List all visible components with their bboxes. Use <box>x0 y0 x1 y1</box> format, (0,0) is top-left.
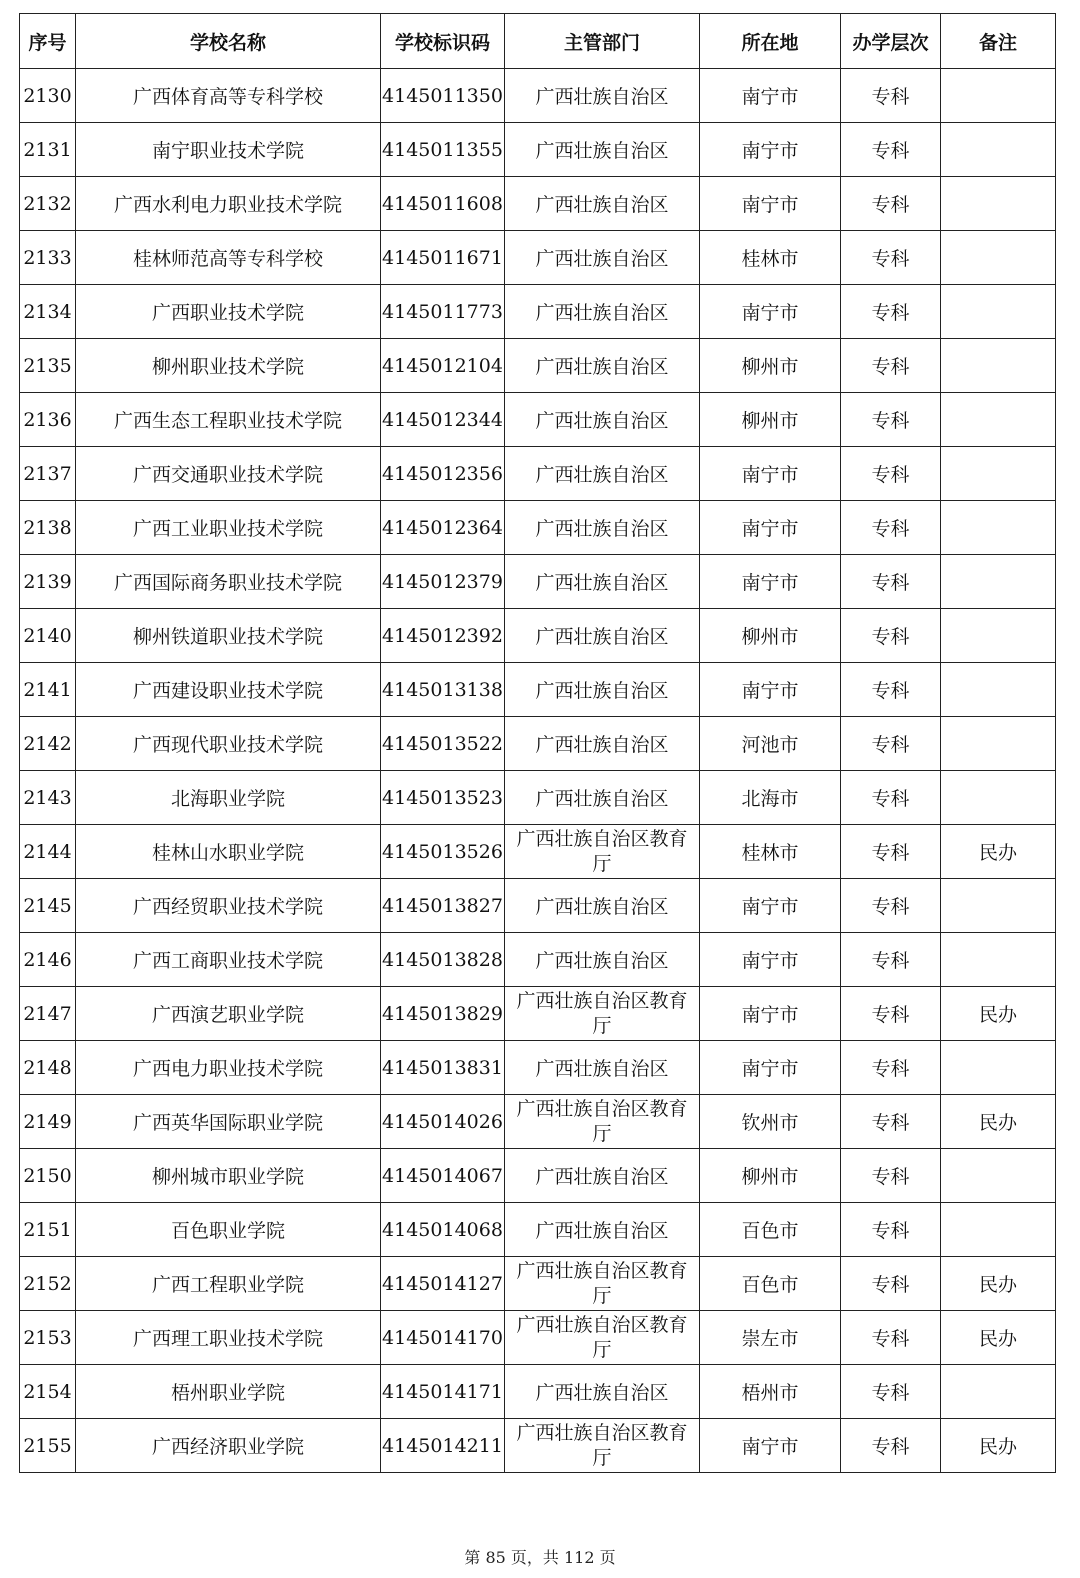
cell-location: 梧州市 <box>700 1365 841 1419</box>
cell-school-code: 4145011350 <box>381 69 505 123</box>
table-row <box>20 1365 1056 1419</box>
cell-remark <box>941 555 1056 609</box>
cell-serial-number: 2130 <box>20 69 76 123</box>
table-row <box>20 933 1056 987</box>
cell-school-code: 4145013138 <box>381 663 505 717</box>
cell-school-code: 4145011608 <box>381 177 505 231</box>
cell-location: 南宁市 <box>700 1419 841 1473</box>
cell-level: 专科 <box>841 1311 941 1365</box>
table-row <box>20 1149 1056 1203</box>
cell-level: 专科 <box>841 501 941 555</box>
cell-location: 南宁市 <box>700 933 841 987</box>
cell-school-name: 广西理工职业技术学院 <box>76 1311 381 1365</box>
cell-school-name: 广西电力职业技术学院 <box>76 1041 381 1095</box>
cell-location: 钦州市 <box>700 1095 841 1149</box>
cell-department: 广西壮族自治区教育厅 <box>505 1311 700 1365</box>
cell-school-name: 广西工业职业技术学院 <box>76 501 381 555</box>
cell-department: 广西壮族自治区 <box>505 123 700 177</box>
cell-remark: 民办 <box>941 1095 1056 1149</box>
cell-department: 广西壮族自治区 <box>505 933 700 987</box>
cell-school-name: 广西现代职业技术学院 <box>76 717 381 771</box>
table-row <box>20 177 1056 231</box>
cell-department: 广西壮族自治区 <box>505 663 700 717</box>
cell-remark: 民办 <box>941 1311 1056 1365</box>
cell-department: 广西壮族自治区 <box>505 447 700 501</box>
cell-school-code: 4145013829 <box>381 987 505 1041</box>
cell-remark <box>941 1041 1056 1095</box>
cell-level: 专科 <box>841 717 941 771</box>
cell-department: 广西壮族自治区教育厅 <box>505 987 700 1041</box>
cell-school-code: 4145014211 <box>381 1419 505 1473</box>
cell-school-code: 4145012392 <box>381 609 505 663</box>
cell-school-code: 4145014067 <box>381 1149 505 1203</box>
cell-location: 南宁市 <box>700 555 841 609</box>
cell-school-code: 4145012344 <box>381 393 505 447</box>
cell-remark <box>941 339 1056 393</box>
table-row <box>20 1257 1056 1311</box>
cell-serial-number: 2132 <box>20 177 76 231</box>
table-row <box>20 771 1056 825</box>
header-school-code: 学校标识码 <box>381 14 505 69</box>
table-row <box>20 717 1056 771</box>
cell-department: 广西壮族自治区教育厅 <box>505 1257 700 1311</box>
cell-location: 南宁市 <box>700 663 841 717</box>
cell-school-code: 4145011355 <box>381 123 505 177</box>
cell-serial-number: 2139 <box>20 555 76 609</box>
cell-remark <box>941 1149 1056 1203</box>
cell-serial-number: 2134 <box>20 285 76 339</box>
table-row <box>20 879 1056 933</box>
cell-school-code: 4145012104 <box>381 339 505 393</box>
cell-school-name: 柳州城市职业学院 <box>76 1149 381 1203</box>
cell-department: 广西壮族自治区 <box>505 879 700 933</box>
cell-serial-number: 2141 <box>20 663 76 717</box>
cell-level: 专科 <box>841 69 941 123</box>
cell-school-code: 4145012356 <box>381 447 505 501</box>
cell-level: 专科 <box>841 987 941 1041</box>
table-row <box>20 1095 1056 1149</box>
cell-level: 专科 <box>841 825 941 879</box>
cell-school-code: 4145013523 <box>381 771 505 825</box>
cell-location: 百色市 <box>700 1203 841 1257</box>
cell-department: 广西壮族自治区 <box>505 285 700 339</box>
cell-location: 南宁市 <box>700 501 841 555</box>
cell-remark <box>941 1365 1056 1419</box>
cell-school-name: 广西工商职业技术学院 <box>76 933 381 987</box>
cell-level: 专科 <box>841 1365 941 1419</box>
cell-serial-number: 2144 <box>20 825 76 879</box>
table-row <box>20 501 1056 555</box>
cell-location: 南宁市 <box>700 987 841 1041</box>
cell-location: 河池市 <box>700 717 841 771</box>
cell-level: 专科 <box>841 285 941 339</box>
cell-school-name: 梧州职业学院 <box>76 1365 381 1419</box>
page-footer: 第 85 页，共 112 页 <box>464 1548 616 1567</box>
cell-serial-number: 2154 <box>20 1365 76 1419</box>
cell-school-name: 柳州铁道职业技术学院 <box>76 609 381 663</box>
cell-serial-number: 2138 <box>20 501 76 555</box>
table-row <box>20 285 1056 339</box>
header-serial-number: 序号 <box>20 14 76 69</box>
cell-remark <box>941 231 1056 285</box>
cell-location: 南宁市 <box>700 177 841 231</box>
school-list-table <box>19 13 1056 1473</box>
cell-level: 专科 <box>841 123 941 177</box>
cell-level: 专科 <box>841 879 941 933</box>
cell-school-name: 广西经贸职业技术学院 <box>76 879 381 933</box>
table-row <box>20 339 1056 393</box>
cell-school-code: 4145014171 <box>381 1365 505 1419</box>
cell-level: 专科 <box>841 1419 941 1473</box>
table-row <box>20 393 1056 447</box>
cell-school-name: 柳州职业技术学院 <box>76 339 381 393</box>
cell-school-code: 4145013526 <box>381 825 505 879</box>
cell-department: 广西壮族自治区 <box>505 771 700 825</box>
cell-remark <box>941 447 1056 501</box>
cell-school-name: 桂林山水职业学院 <box>76 825 381 879</box>
table-row <box>20 69 1056 123</box>
cell-school-name: 广西水利电力职业技术学院 <box>76 177 381 231</box>
cell-department: 广西壮族自治区教育厅 <box>505 1419 700 1473</box>
cell-remark <box>941 177 1056 231</box>
cell-remark <box>941 501 1056 555</box>
table-row <box>20 1419 1056 1473</box>
table-row <box>20 609 1056 663</box>
cell-serial-number: 2150 <box>20 1149 76 1203</box>
cell-remark: 民办 <box>941 825 1056 879</box>
cell-school-name: 桂林师范高等专科学校 <box>76 231 381 285</box>
cell-serial-number: 2136 <box>20 393 76 447</box>
cell-remark <box>941 123 1056 177</box>
cell-remark: 民办 <box>941 987 1056 1041</box>
cell-school-name: 百色职业学院 <box>76 1203 381 1257</box>
cell-level: 专科 <box>841 231 941 285</box>
cell-level: 专科 <box>841 609 941 663</box>
cell-school-code: 4145012379 <box>381 555 505 609</box>
cell-serial-number: 2145 <box>20 879 76 933</box>
header-location: 所在地 <box>700 14 841 69</box>
header-level: 办学层次 <box>841 14 941 69</box>
cell-level: 专科 <box>841 1095 941 1149</box>
table-row <box>20 231 1056 285</box>
cell-level: 专科 <box>841 393 941 447</box>
cell-remark <box>941 285 1056 339</box>
cell-level: 专科 <box>841 1149 941 1203</box>
table-row <box>20 1041 1056 1095</box>
cell-school-code: 4145013522 <box>381 717 505 771</box>
cell-location: 南宁市 <box>700 447 841 501</box>
header-department: 主管部门 <box>505 14 700 69</box>
cell-school-name: 广西生态工程职业技术学院 <box>76 393 381 447</box>
cell-school-code: 4145013828 <box>381 933 505 987</box>
cell-department: 广西壮族自治区 <box>505 231 700 285</box>
cell-location: 北海市 <box>700 771 841 825</box>
header-remark: 备注 <box>941 14 1056 69</box>
cell-level: 专科 <box>841 555 941 609</box>
cell-level: 专科 <box>841 1257 941 1311</box>
cell-location: 柳州市 <box>700 393 841 447</box>
cell-department: 广西壮族自治区 <box>505 177 700 231</box>
cell-school-code: 4145014026 <box>381 1095 505 1149</box>
cell-level: 专科 <box>841 933 941 987</box>
cell-school-name: 南宁职业技术学院 <box>76 123 381 177</box>
cell-serial-number: 2152 <box>20 1257 76 1311</box>
table-row <box>20 447 1056 501</box>
cell-serial-number: 2131 <box>20 123 76 177</box>
table-row <box>20 555 1056 609</box>
cell-department: 广西壮族自治区 <box>505 555 700 609</box>
cell-school-code: 4145013827 <box>381 879 505 933</box>
cell-level: 专科 <box>841 447 941 501</box>
cell-location: 桂林市 <box>700 231 841 285</box>
cell-location: 柳州市 <box>700 609 841 663</box>
cell-department: 广西壮族自治区 <box>505 1149 700 1203</box>
cell-remark: 民办 <box>941 1419 1056 1473</box>
cell-serial-number: 2146 <box>20 933 76 987</box>
table-row <box>20 825 1056 879</box>
cell-department: 广西壮族自治区 <box>505 717 700 771</box>
cell-school-code: 4145013831 <box>381 1041 505 1095</box>
cell-school-name: 广西经济职业学院 <box>76 1419 381 1473</box>
cell-serial-number: 2155 <box>20 1419 76 1473</box>
cell-department: 广西壮族自治区 <box>505 1365 700 1419</box>
cell-school-code: 4145014127 <box>381 1257 505 1311</box>
cell-school-code: 4145011671 <box>381 231 505 285</box>
cell-department: 广西壮族自治区 <box>505 501 700 555</box>
cell-location: 南宁市 <box>700 285 841 339</box>
cell-serial-number: 2148 <box>20 1041 76 1095</box>
cell-department: 广西壮族自治区教育厅 <box>505 825 700 879</box>
cell-school-name: 广西职业技术学院 <box>76 285 381 339</box>
cell-department: 广西壮族自治区 <box>505 1041 700 1095</box>
cell-department: 广西壮族自治区 <box>505 393 700 447</box>
cell-department: 广西壮族自治区 <box>505 609 700 663</box>
cell-department: 广西壮族自治区 <box>505 69 700 123</box>
cell-school-name: 广西建设职业技术学院 <box>76 663 381 717</box>
cell-level: 专科 <box>841 1203 941 1257</box>
cell-remark: 民办 <box>941 1257 1056 1311</box>
cell-serial-number: 2151 <box>20 1203 76 1257</box>
cell-serial-number: 2142 <box>20 717 76 771</box>
cell-serial-number: 2149 <box>20 1095 76 1149</box>
cell-level: 专科 <box>841 1041 941 1095</box>
cell-remark <box>941 717 1056 771</box>
cell-school-name: 广西演艺职业学院 <box>76 987 381 1041</box>
table-row <box>20 1203 1056 1257</box>
cell-school-name: 广西国际商务职业技术学院 <box>76 555 381 609</box>
cell-department: 广西壮族自治区 <box>505 339 700 393</box>
cell-remark <box>941 771 1056 825</box>
cell-serial-number: 2137 <box>20 447 76 501</box>
cell-school-name: 广西交通职业技术学院 <box>76 447 381 501</box>
cell-school-name: 北海职业学院 <box>76 771 381 825</box>
cell-location: 柳州市 <box>700 1149 841 1203</box>
cell-school-code: 4145014170 <box>381 1311 505 1365</box>
cell-serial-number: 2135 <box>20 339 76 393</box>
cell-level: 专科 <box>841 663 941 717</box>
cell-location: 南宁市 <box>700 879 841 933</box>
table-row <box>20 987 1056 1041</box>
cell-serial-number: 2140 <box>20 609 76 663</box>
cell-school-code: 4145014068 <box>381 1203 505 1257</box>
cell-school-name: 广西体育高等专科学校 <box>76 69 381 123</box>
cell-department: 广西壮族自治区 <box>505 1203 700 1257</box>
cell-school-name: 广西工程职业学院 <box>76 1257 381 1311</box>
cell-location: 柳州市 <box>700 339 841 393</box>
cell-level: 专科 <box>841 339 941 393</box>
table-row <box>20 123 1056 177</box>
cell-remark <box>941 69 1056 123</box>
cell-school-code: 4145012364 <box>381 501 505 555</box>
cell-location: 南宁市 <box>700 1041 841 1095</box>
cell-location: 南宁市 <box>700 123 841 177</box>
cell-remark <box>941 933 1056 987</box>
table-row <box>20 1311 1056 1365</box>
cell-location: 崇左市 <box>700 1311 841 1365</box>
cell-location: 百色市 <box>700 1257 841 1311</box>
cell-remark <box>941 393 1056 447</box>
cell-school-name: 广西英华国际职业学院 <box>76 1095 381 1149</box>
cell-department: 广西壮族自治区教育厅 <box>505 1095 700 1149</box>
table-row <box>20 663 1056 717</box>
table-header-row <box>20 14 1056 69</box>
cell-serial-number: 2147 <box>20 987 76 1041</box>
cell-level: 专科 <box>841 177 941 231</box>
cell-remark <box>941 663 1056 717</box>
header-school-name: 学校名称 <box>76 14 381 69</box>
cell-location: 南宁市 <box>700 69 841 123</box>
table-body <box>20 69 1056 1473</box>
cell-serial-number: 2133 <box>20 231 76 285</box>
cell-serial-number: 2153 <box>20 1311 76 1365</box>
cell-level: 专科 <box>841 771 941 825</box>
cell-school-code: 4145011773 <box>381 285 505 339</box>
cell-remark <box>941 1203 1056 1257</box>
cell-remark <box>941 879 1056 933</box>
cell-location: 桂林市 <box>700 825 841 879</box>
cell-serial-number: 2143 <box>20 771 76 825</box>
cell-remark <box>941 609 1056 663</box>
